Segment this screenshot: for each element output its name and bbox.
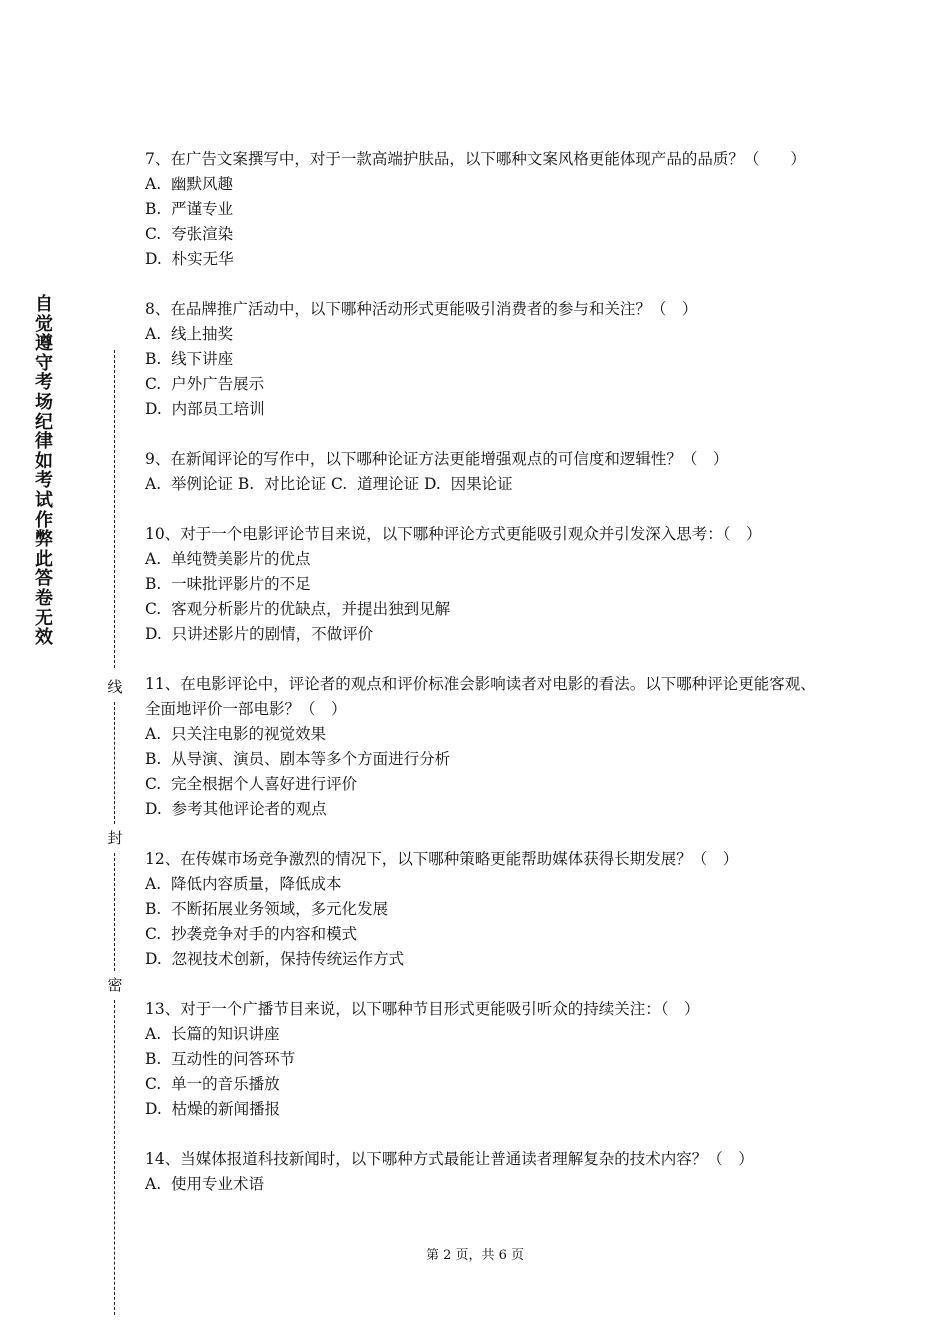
option-a: A. 长篇的知识讲座 (145, 1025, 280, 1043)
question-stem: 10、对于一个电影评论节目来说，以下哪种评论方式更能吸引观众并引发深入思考：（ ） (145, 525, 762, 543)
question-7 (145, 147, 817, 272)
option-c: C. 抄袭竞争对手的内容和模式 (145, 925, 358, 943)
question-stem: 14、当媒体报道科技新闻时，以下哪种方式最能让普通读者理解复杂的技术内容？（ ） (145, 1150, 754, 1168)
option-a: A. 幽默风趣 (145, 175, 233, 193)
option-a: A. 使用专业术语 (145, 1175, 264, 1193)
option-b: B. 线下讲座 (145, 350, 234, 368)
binding-dash (114, 1000, 115, 1315)
option-d: D. 枯燥的新闻播报 (145, 1100, 281, 1118)
question-stem: 11、在电影评论中，评论者的观点和评价标准会影响读者对电影的看法。以下哪种评论更能客观、全面地评价一部电影？（ ） (145, 675, 816, 718)
page-number: 第 2 页，共 6 页 (425, 1248, 525, 1263)
question-9 (145, 447, 817, 497)
question-stem: 9、在新闻评论的写作中，以下哪种论证方法更能增强观点的可信度和逻辑性？（ ） (145, 450, 729, 468)
question-list (145, 147, 817, 1222)
question-stem: 8、在品牌推广活动中，以下哪种活动形式更能吸引消费者的参与和关注？（ ） (145, 300, 698, 318)
question-11 (145, 672, 817, 822)
question-stem: 12、在传媒市场竞争激烈的情况下，以下哪种策略更能帮助媒体获得长期发展？（ ） (145, 850, 739, 868)
exam-discipline-notice: 自觉遵守考场纪律如考试作弊此答卷无效 (35, 294, 53, 649)
question-stem: 13、对于一个广播节目来说，以下哪种节目形式更能吸引听众的持续关注：（ ） (145, 1000, 700, 1018)
binding-dash (114, 350, 115, 668)
option-d: D. 内部员工培训 (145, 400, 265, 418)
binding-mark-xian: 线 (107, 678, 123, 696)
binding-line (105, 350, 125, 1315)
option-b: B. 严谨专业 (145, 200, 234, 218)
option-d: D. 参考其他评论者的观点 (145, 800, 327, 818)
option-c: C. 夸张渲染 (145, 225, 234, 243)
option-b: B. 不断拓展业务领域，多元化发展 (145, 900, 389, 918)
question-14 (145, 1147, 817, 1197)
option-d: D. 朴实无华 (145, 250, 234, 268)
option-c: C. 完全根据个人喜好进行评价 (145, 775, 358, 793)
option-c: C. 客观分析影片的优缺点，并提出独到见解 (145, 600, 451, 618)
question-10 (145, 522, 817, 647)
options-inline: A. 举例论证 B. 对比论证 C. 道理论证 D. 因果论证 (145, 475, 513, 493)
binding-dash (114, 853, 115, 971)
binding-mark-feng: 封 (107, 829, 123, 847)
option-b: B. 从导演、演员、剧本等多个方面进行分析 (145, 750, 451, 768)
option-d: D. 只讲述影片的剧情，不做评价 (145, 625, 374, 643)
question-13 (145, 997, 817, 1122)
binding-mark-mi: 密 (107, 976, 123, 994)
option-d: D. 忽视技术创新，保持传统运作方式 (145, 950, 405, 968)
binding-dash (114, 702, 115, 824)
question-8 (145, 297, 817, 422)
option-c: C. 户外广告展示 (145, 375, 265, 393)
option-a: A. 线上抽奖 (145, 325, 233, 343)
question-stem: 7、在广告文案撰写中，对于一款高端护肤品，以下哪种文案风格更能体现产品的品质？（ ） (145, 150, 806, 168)
option-c: C. 单一的音乐播放 (145, 1075, 280, 1093)
option-b: B. 一味批评影片的不足 (145, 575, 311, 593)
question-12 (145, 847, 817, 972)
option-b: B. 互动性的问答环节 (145, 1050, 296, 1068)
option-a: A. 降低内容质量，降低成本 (145, 875, 342, 893)
option-a: A. 单纯赞美影片的优点 (145, 550, 311, 568)
option-a: A. 只关注电影的视觉效果 (145, 725, 326, 743)
